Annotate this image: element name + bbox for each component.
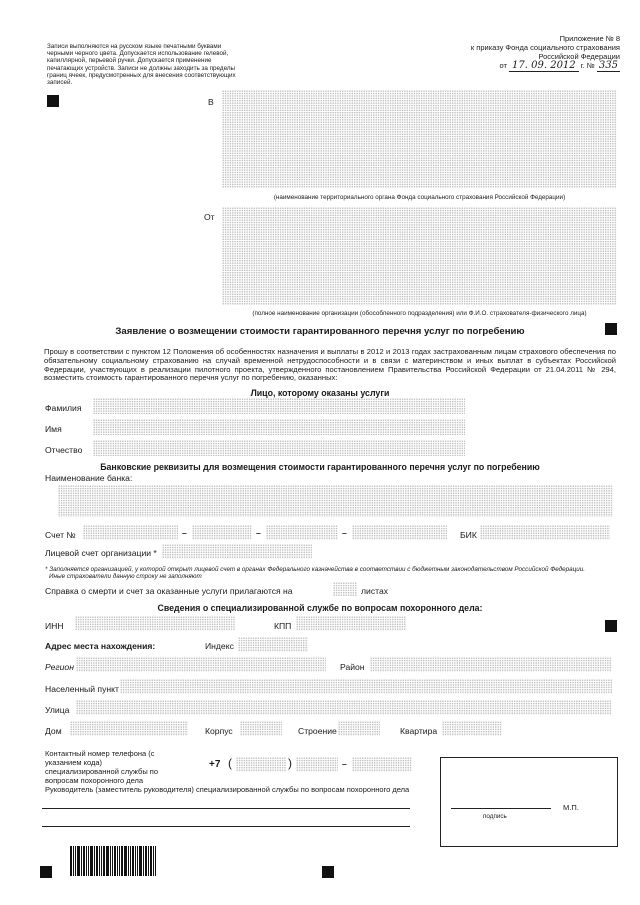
recipient-field[interactable] xyxy=(222,90,617,188)
head-line-2[interactable] xyxy=(42,826,410,827)
bik-label: БИК xyxy=(460,530,477,540)
inn-label: ИНН xyxy=(45,621,64,631)
stamp-label: М.П. xyxy=(563,803,579,812)
account-label: Счет № xyxy=(45,530,76,540)
phone-open-paren: ( xyxy=(228,756,232,770)
kpp-label: КПП xyxy=(274,621,292,631)
locality-field[interactable] xyxy=(120,679,612,694)
person-section-title: Лицо, которому оказаны услуги xyxy=(250,388,390,398)
body-text: Прошу в соответствии с пунктом 12 Положения об особенностях назначения и выплаты в 2012 и 2013 годах застрахованным лицам страхового обеспечения по обязательному социальному страхованию на случай временной нетрудоспособности и в связи с материнством и иных выплат в субъектах Российской Федерации, участвующих в реализации пилотного проекта, утвержденного постановлением Правительства Российской Федерации от 21.04.2011 № 294, возместить стоимость гарантированного перечня услуг по погребению, оказанных: xyxy=(44,347,616,383)
signature-caption: подпись xyxy=(483,813,507,820)
head-label: Руководитель (заместитель руководителя) специализированной службы по вопросам похоронного дела xyxy=(45,785,410,794)
kpp-field[interactable] xyxy=(296,616,406,631)
region-label: Регион xyxy=(45,662,74,672)
instructions-text: Записи выполняются на русском языке печатными буквами черными черного цвета. Допускается использование гелевой, капиллярной, перьевой ручки. Допускается применение печатающих устройств. Записи не должны заходить за пределы границ ячеек, предусмотренных для внесения соответствующих записей. xyxy=(47,43,236,87)
account-dash-1: – xyxy=(182,528,187,538)
account-field-3[interactable] xyxy=(266,525,338,540)
appendix-line1: Приложение № 8 xyxy=(559,34,620,43)
bank-footnote-line1: * Заполняется организацией, у которой открыт лицевой счет в органах Федерального казначейства в соответствии с бюджетным законодательством Российской Федерации. xyxy=(45,566,585,573)
signature-line[interactable] xyxy=(451,808,551,809)
order-number: 335 xyxy=(598,60,618,71)
date-prefix: от xyxy=(499,61,507,70)
district-field[interactable] xyxy=(370,657,612,672)
personal-account-label: Лицевой счет организации * xyxy=(45,548,157,558)
apartment-field[interactable] xyxy=(442,721,502,736)
marker-inn-right xyxy=(605,620,617,632)
account-dash-3: – xyxy=(342,528,347,538)
marker-title-right xyxy=(605,323,617,335)
phone-close-paren: ) xyxy=(288,756,292,770)
appendix-line2: к приказу Фонда социального страхования xyxy=(470,43,620,52)
street-label: Улица xyxy=(45,705,70,715)
service-section-title: Сведения о специализированной службе по вопросам похоронного дела: xyxy=(157,603,483,613)
bank-section-title: Банковские реквизиты для возмещения стоимости гарантированного перечня услуг по погребению xyxy=(100,462,540,472)
bik-field[interactable] xyxy=(480,525,610,540)
name-field[interactable] xyxy=(93,419,465,435)
phone-number-field-2[interactable] xyxy=(352,757,412,772)
phone-label: Контактный номер телефона (с указанием кода) специализированной службы по вопросам похоронного дела xyxy=(45,749,159,785)
house-field[interactable] xyxy=(70,721,188,736)
index-label: Индекс xyxy=(205,641,234,651)
order-date: 17. 09. 2012 xyxy=(509,60,579,72)
from-label: От xyxy=(204,212,215,222)
building-field[interactable] xyxy=(240,721,282,736)
account-field-2[interactable] xyxy=(192,525,252,540)
locality-label: Населенный пункт xyxy=(45,684,119,694)
sender-field[interactable] xyxy=(222,207,617,305)
account-field-1[interactable] xyxy=(83,525,178,540)
region-field[interactable] xyxy=(76,657,326,672)
building-label: Корпус xyxy=(205,726,233,736)
marker-bottom-center xyxy=(322,866,334,878)
house-label: Дом xyxy=(45,726,62,736)
phone-prefix: +7 xyxy=(209,759,221,770)
name-label: Имя xyxy=(45,424,62,434)
corner-marker-bottom-left xyxy=(40,866,52,878)
personal-account-field[interactable] xyxy=(162,544,312,559)
form-title: Заявление о возмещении стоимости гарантированного перечня услуг по погребению xyxy=(115,326,525,337)
certificate-suffix: листах xyxy=(361,586,389,596)
structure-label: Строение xyxy=(298,726,337,736)
certificate-sheets-field[interactable] xyxy=(333,582,357,596)
structure-field[interactable] xyxy=(338,721,380,736)
district-label: Район xyxy=(340,662,365,672)
corner-marker-top-left xyxy=(47,95,59,107)
bank-footnote-line2: Иные страхователи данную строку не заполняют xyxy=(49,573,202,581)
bank-name-label: Наименование банка: xyxy=(45,473,133,483)
surname-field[interactable] xyxy=(93,398,465,414)
year-suffix: г. № xyxy=(580,61,595,70)
apartment-label: Квартира xyxy=(400,726,438,736)
stamp-box xyxy=(440,757,618,847)
inn-field[interactable] xyxy=(75,616,235,631)
bank-name-field[interactable] xyxy=(58,485,613,517)
recipient-caption: (наименование территориального органа Фонда социального страхования Российской Федерации) xyxy=(273,194,566,201)
to-label: В xyxy=(208,97,214,107)
appendix-line3: Российской Федерации xyxy=(538,52,620,61)
barcode xyxy=(70,846,157,876)
surname-label: Фамилия xyxy=(45,403,82,413)
certificate-label: Справка о смерти и счет за оказанные услуги прилагаются на xyxy=(45,586,293,596)
sender-caption: (полное наименование организации (обособленного подразделения) или Ф.И.О. страхователя-физического лица) xyxy=(252,310,587,317)
appendix-block xyxy=(400,34,620,70)
phone-dash: – xyxy=(342,759,347,769)
patronymic-label: Отчество xyxy=(45,445,83,455)
index-field[interactable] xyxy=(238,637,308,652)
street-field[interactable] xyxy=(76,700,612,715)
appendix-date-line xyxy=(400,61,620,70)
account-field-4[interactable] xyxy=(352,525,447,540)
phone-number-field-1[interactable] xyxy=(296,757,338,772)
patronymic-field[interactable] xyxy=(93,440,465,456)
address-label: Адрес места нахождения: xyxy=(45,641,156,651)
head-line-1[interactable] xyxy=(42,808,410,809)
account-dash-2: – xyxy=(256,528,261,538)
phone-code-field[interactable] xyxy=(236,757,286,772)
bank-footnote xyxy=(45,566,610,580)
